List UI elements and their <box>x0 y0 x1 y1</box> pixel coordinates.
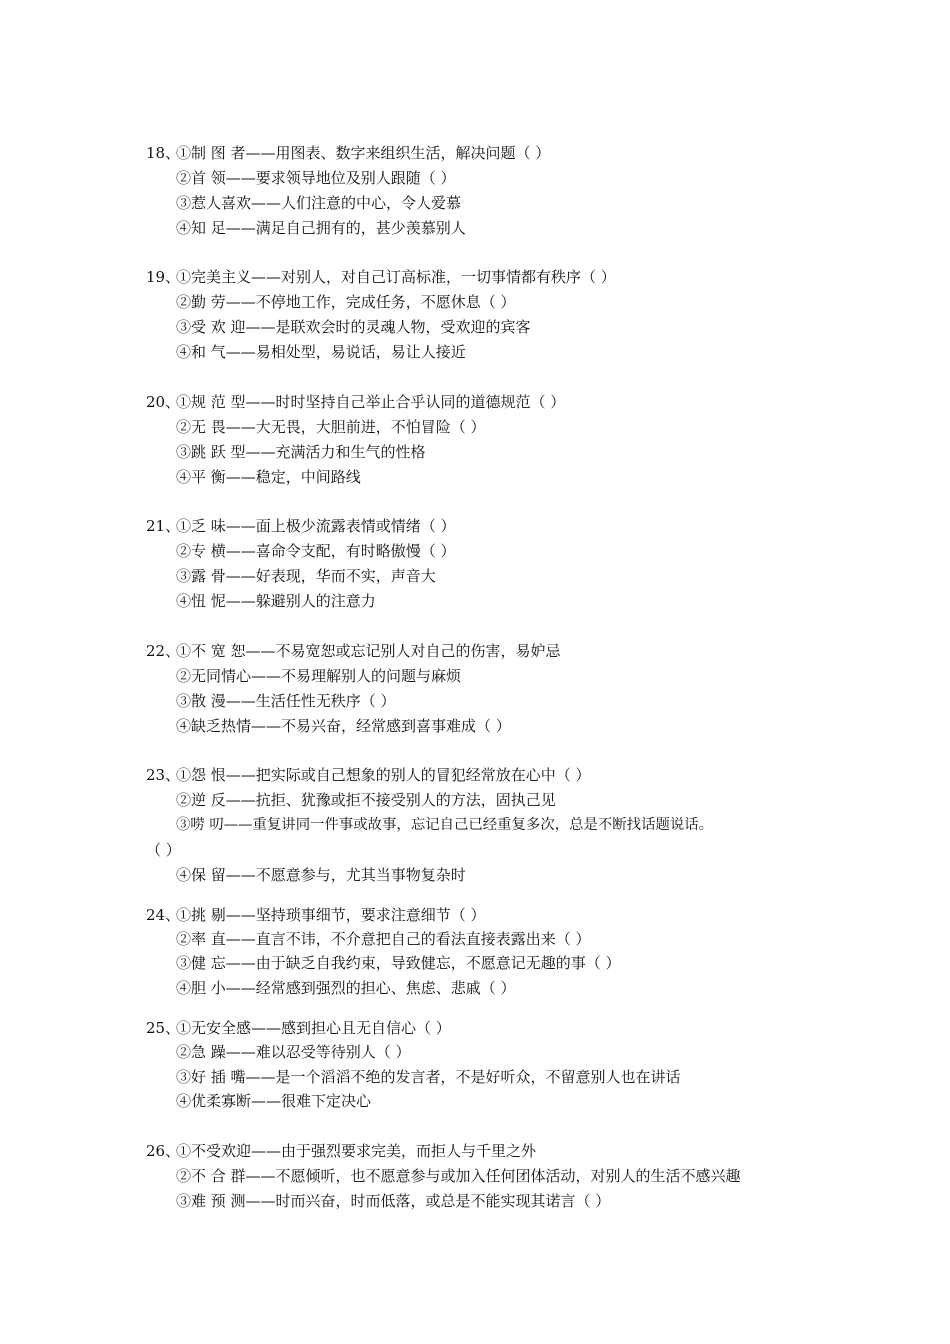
question-22-option-1: ①不 宽 恕——不易宽恕或忘记别人对自己的伤害，易妒忌 <box>176 642 561 660</box>
question-18-option-2: ②首 领——要求领导地位及别人跟随（ ） <box>176 169 456 187</box>
question-19-option-3: ③受 欢 迎——是联欢会时的灵魂人物，受欢迎的宾客 <box>176 318 531 336</box>
question-22-option-3: ③散 漫——生活任性无秩序（ ） <box>176 692 396 710</box>
question-26-option-2: ②不 合 群——不愿倾听，也不愿意参与或加入任何团体活动，对别人的生活不感兴趣 <box>176 1167 741 1185</box>
question-26-option-3: ③难 预 测——时而兴奋，时而低落，或总是不能实现其诺言（ ） <box>176 1192 611 1210</box>
question-24-option-2: ②率 直——直言不讳，不介意把自己的看法直接表露出来（ ） <box>176 930 591 948</box>
question-24-option-1: ①挑 剔——坚持琐事细节，要求注意细节（ ） <box>176 906 486 924</box>
question-23-option-3-continuation: （ ） <box>146 841 181 859</box>
question-24-option-4: ④胆 小——经常感到强烈的担心、焦虑、悲戚（ ） <box>176 979 516 997</box>
question-21-option-2: ②专 横——喜命令支配，有时略傲慢（ ） <box>176 542 456 560</box>
question-21-number: 21、 <box>146 517 181 535</box>
question-19-option-2: ②勤 劳——不停地工作，完成任务，不愿休息（ ） <box>176 293 516 311</box>
question-23-option-1: ①怨 恨——把实际或自己想象的别人的冒犯经常放在心中（ ） <box>176 766 591 784</box>
question-20-number: 20、 <box>146 393 181 411</box>
question-25-option-4: ④优柔寡断——很难下定决心 <box>176 1092 372 1110</box>
question-22-option-2: ②无同情心——不易理解别人的问题与麻烦 <box>176 667 462 685</box>
question-20-option-4: ④平 衡——稳定，中间路线 <box>176 468 361 486</box>
question-23-option-2: ②逆 反——抗拒、犹豫或拒不接受别人的方法，固执己见 <box>176 791 556 809</box>
question-25-number: 25、 <box>146 1019 181 1037</box>
question-20-option-3: ③跳 跃 型——充满活力和生气的性格 <box>176 443 426 461</box>
question-18-option-3: ③惹人喜欢——人们注意的中心，令人爱慕 <box>176 194 462 212</box>
question-24-number: 24、 <box>146 906 181 924</box>
question-22-number: 22、 <box>146 642 181 660</box>
question-19-option-1: ①完美主义——对别人，对自己订高标准，一切事情都有秩序（ ） <box>176 268 616 286</box>
question-20-option-2: ②无 畏——大无畏，大胆前进，不怕冒险（ ） <box>176 418 486 436</box>
question-18-number: 18、 <box>146 144 181 162</box>
question-19-number: 19、 <box>146 268 181 286</box>
question-21-option-3: ③露 骨——好表现，华而不实，声音大 <box>176 567 436 585</box>
question-25-option-1: ①无安全感——感到担心且无自信心（ ） <box>176 1019 451 1037</box>
question-18-option-4: ④知 足——满足自己拥有的，甚少羡慕别人 <box>176 219 466 237</box>
question-24-option-3: ③健 忘——由于缺乏自我约束，导致健忘，不愿意记无趣的事（ ） <box>176 954 621 972</box>
question-23-option-3: ③唠 叨——重复讲同一件事或故事，忘记自己已经重复多次，总是不断找话题说话。 <box>176 817 714 833</box>
question-19-option-4: ④和 气——易相处型，易说话，易让人接近 <box>176 343 466 361</box>
question-21-option-1: ①乏 味——面上极少流露表情或情绪（ ） <box>176 517 456 535</box>
question-21-option-4: ④忸 怩——躲避别人的注意力 <box>176 592 376 610</box>
question-22-option-4: ④缺乏热情——不易兴奋，经常感到喜事难成（ ） <box>176 717 511 735</box>
question-20-option-1: ①规 范 型——时时坚持自己举止合乎认同的道德规范（ ） <box>176 393 566 411</box>
question-26-number: 26、 <box>146 1142 181 1160</box>
question-26-option-1: ①不受欢迎——由于强烈要求完美，而拒人与千里之外 <box>176 1142 537 1160</box>
question-23-option-4: ④保 留——不愿意参与，尤其当事物复杂时 <box>176 866 466 884</box>
question-25-option-3: ③好 插 嘴——是一个滔滔不绝的发言者，不是好听众，不留意别人也在讲话 <box>176 1068 681 1086</box>
question-23-number: 23、 <box>146 766 181 784</box>
question-25-option-2: ②急 躁——难以忍受等待别人（ ） <box>176 1043 411 1061</box>
question-18-option-1: ①制 图 者——用图表、数字来组织生活，解决问题（ ） <box>176 144 551 162</box>
